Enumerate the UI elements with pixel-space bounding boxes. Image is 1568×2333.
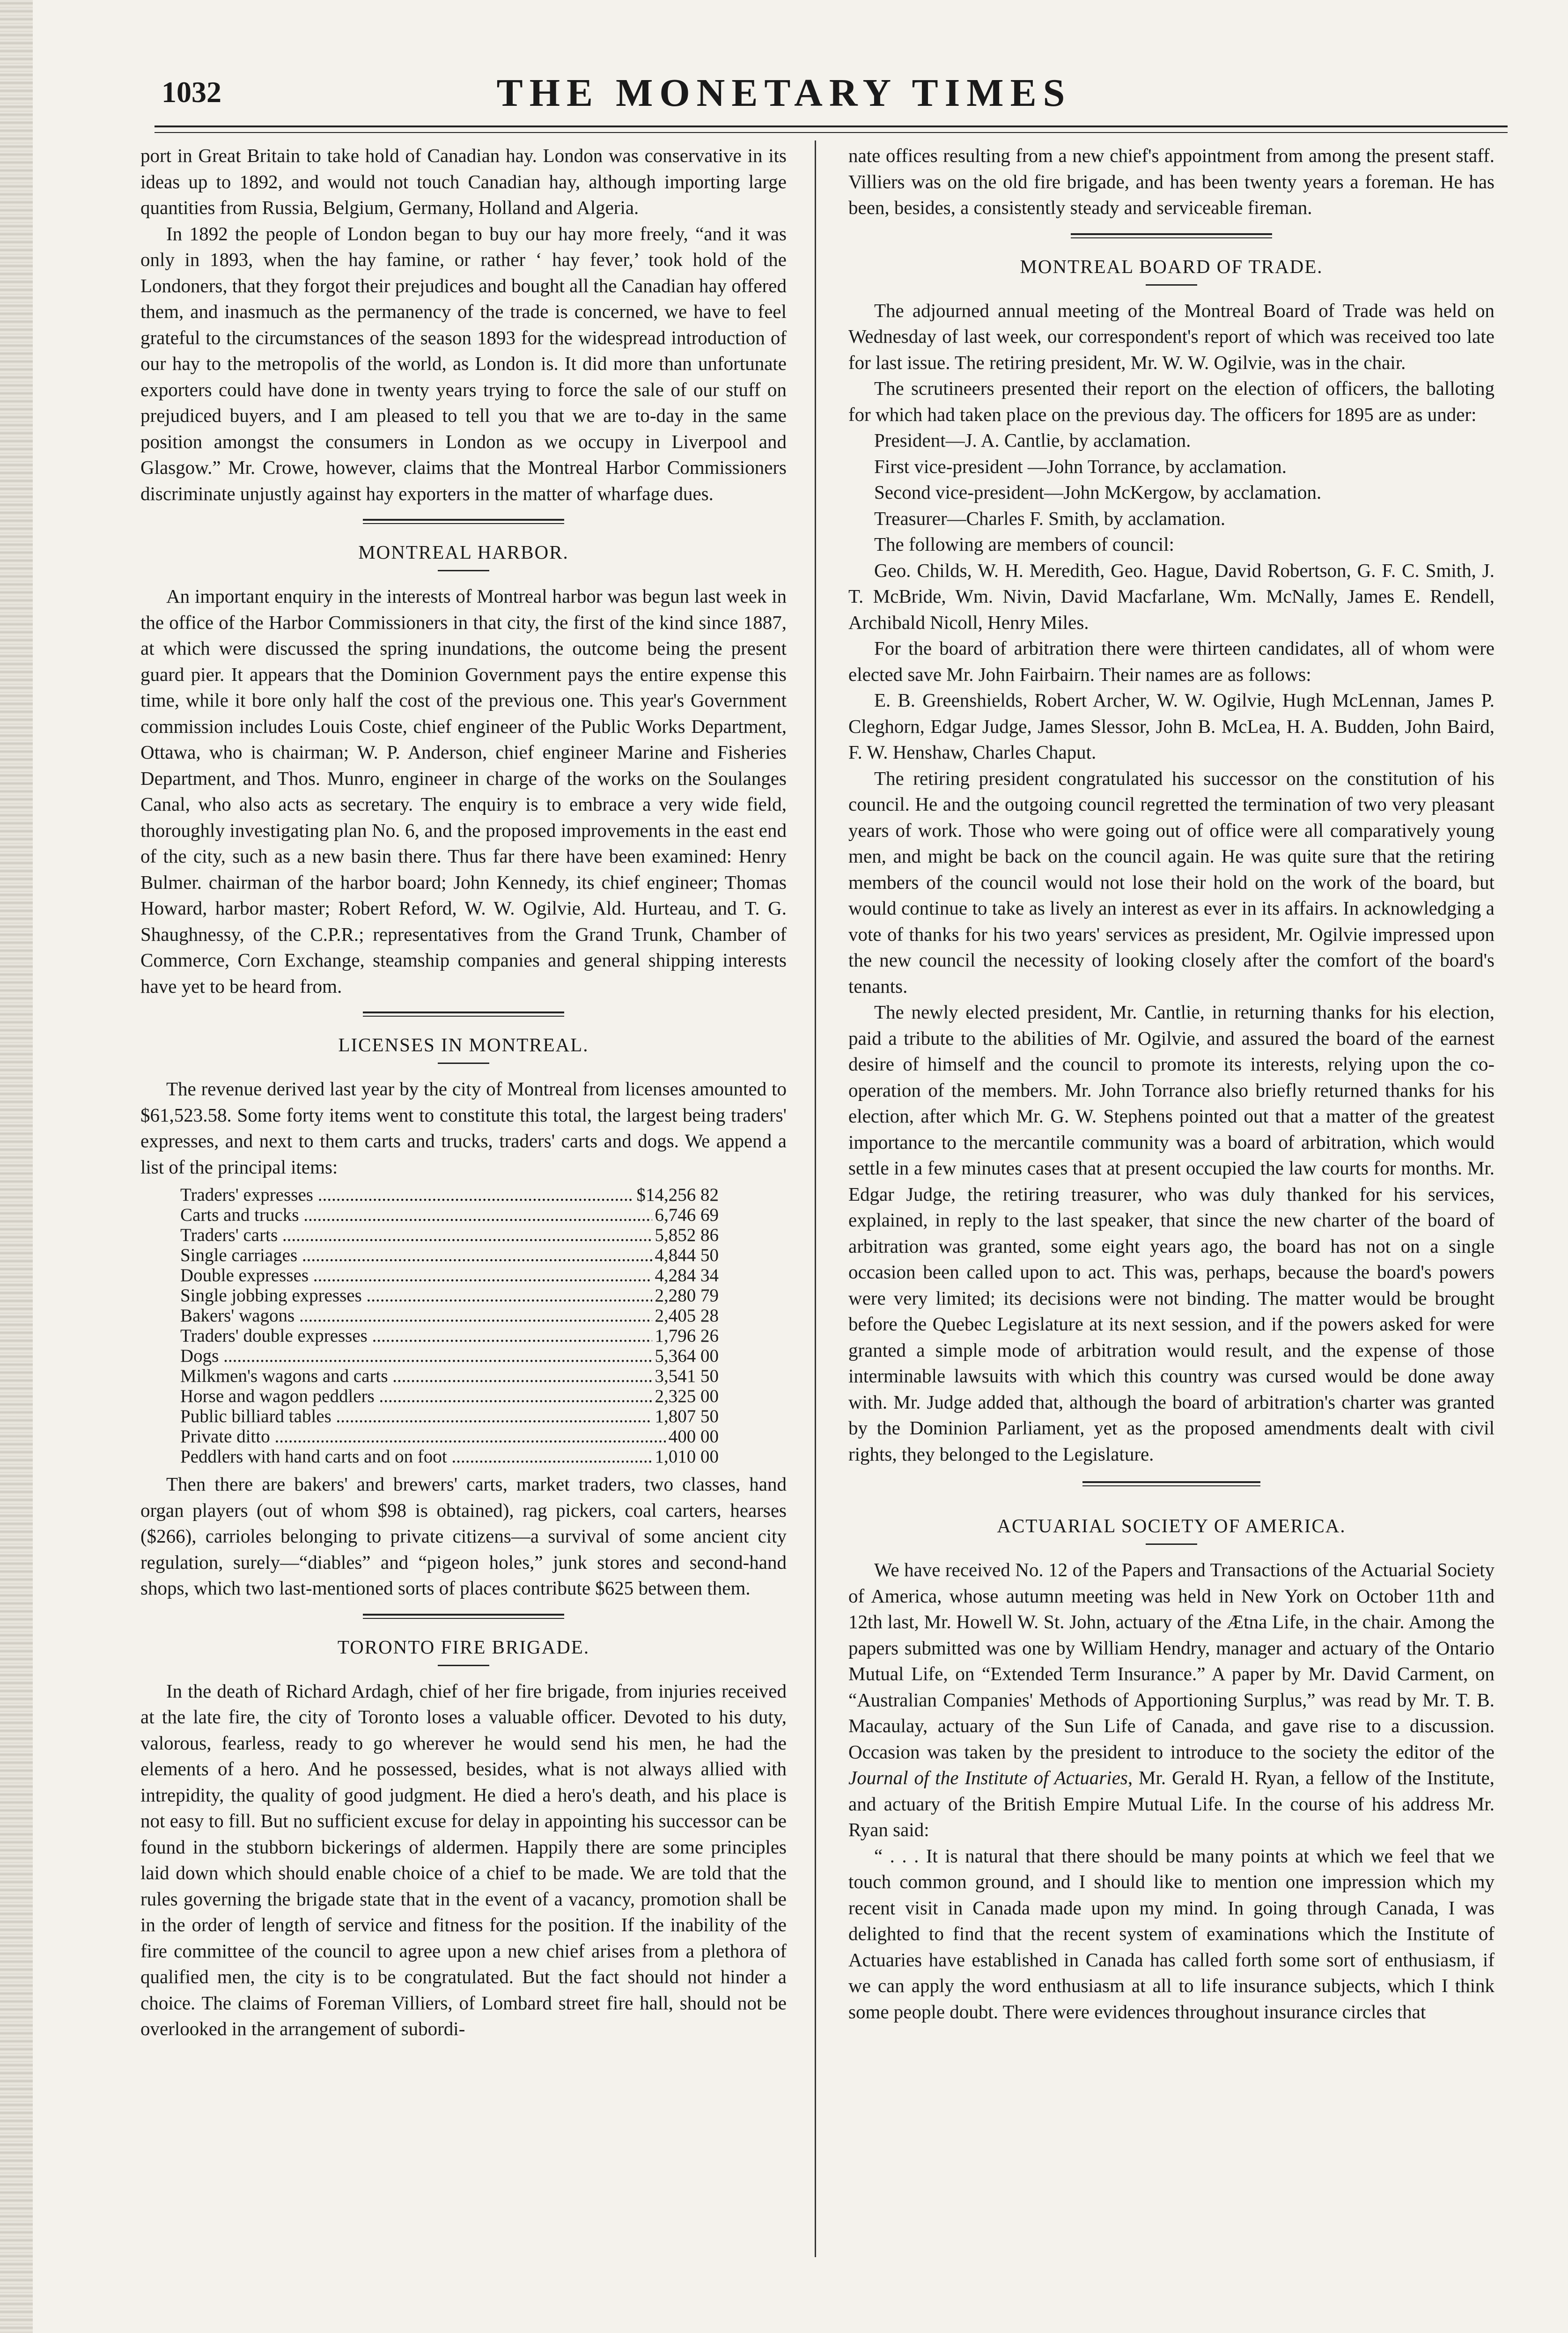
- actuarial-paragraph-1: [848, 1557, 1494, 1843]
- license-name: Traders' double expresses .....: [180, 1326, 652, 1346]
- board-paragraph-3: For the board of arbitration there were thirteen candidates, all of whom were elected save Mr. John Fairbairn. Their names are as follows:: [848, 637, 1494, 685]
- licenses-intro: The revenue derived last year by the city of Montreal from licenses amounted to $61,523.58. Some forty items went to constitute this total, the largest being traders' expresses, and next to them carts and trucks, traders' carts and dogs. We append a list of the principal items:: [140, 1078, 787, 1178]
- hay-paragraph-2: In 1892 the people of London began to buy our hay more freely, “and it was only in 1893, when the hay famine, or rather ‘ hay fever,’ took hold of the Londoners, that they forgot their prejudices and bought all the Canadian hay offered them, and inasmuch as the permanency of the trade is concerned, we have to feel grateful to the circumstances of the season 1893 for the widespread introduction of our hay to the metropolis of the world, as London is. It did more than unfortunate exporters could have done in twenty years trying to force the sale of our stuff on prejudiced buyers, and I am pleased to tell you that we are to-day in the same position amongst the consumers in London as we occupy in Liverpool and Glasgow.” Mr. Crowe, however, claims that the Montreal Harbor Commissioners discriminate unjustly against hay exporters in the matter of wharfage dues.: [140, 222, 787, 504]
- section-break: [363, 519, 564, 524]
- license-value: 4,844 50: [655, 1245, 719, 1265]
- board-paragraph-1: The adjourned annual meeting of the Montreal Board of Trade was held on Wednesday of last week, our correspondent's report of which was received too late for last issue. The retiring president, Mr. W. W. Ogilvie, was in the chair.: [848, 299, 1494, 373]
- section-title-actuarial: ACTUARIAL SOCIETY OF AMERICA.: [997, 1515, 1346, 1536]
- license-name: Public billiard tables .....: [180, 1406, 652, 1426]
- license-name: Double expresses .....: [180, 1265, 652, 1285]
- title-rule: [438, 570, 489, 571]
- officer-line: First vice-president —John Torrance, by acclamation.: [874, 455, 1287, 477]
- section-title-board: MONTREAL BOARD OF TRADE.: [1020, 255, 1323, 277]
- license-value: 1,010 00: [655, 1447, 719, 1467]
- officer-line: President—J. A. Cantlie, by acclamation.: [874, 429, 1191, 451]
- licenses-outro: Then there are bakers' and brewers' carts, market traders, two classes, hand organ players (out of whom $98 is obtained), rag pickers, coal carters, hearses ($266), carrioles belonging to private citizens—a survival of some ancient city regulation, surely—“diables” and “pigeon holes,” junk stores and second-hand shops, which two last-mentioned sorts of places contribute $625 between them.: [140, 1473, 787, 1599]
- license-value: 1,796 26: [655, 1326, 719, 1346]
- license-name: Dogs .....: [180, 1346, 652, 1366]
- license-row: [180, 1285, 719, 1306]
- officer-line: Second vice-president—John McKergow, by acclamation.: [874, 481, 1322, 503]
- license-row: [180, 1326, 719, 1346]
- license-value: $14,256 82: [636, 1185, 719, 1205]
- title-rule: [1146, 284, 1197, 286]
- license-value: 4,284 34: [655, 1265, 719, 1285]
- license-row: [180, 1426, 719, 1447]
- right-column: [848, 143, 1494, 2025]
- section-break: [363, 1614, 564, 1619]
- license-name: Single carriages .....: [180, 1245, 652, 1265]
- officer-line: Treasurer—Charles F. Smith, by acclamation.: [874, 507, 1226, 529]
- license-name: Peddlers with hand carts and on foot .....: [180, 1447, 652, 1467]
- title-rule: [1146, 1543, 1197, 1545]
- board-paragraph-2: The scrutineers presented their report on the election of officers, the balloting for which had taken place on the previous day. The officers for 1895 are as under:: [848, 377, 1494, 425]
- license-name: Private ditto .....: [180, 1426, 666, 1447]
- actuarial-text-a: We have received No. 12 of the Papers and Transactions of the Actuarial Society of America, whose autumn meeting was held in New York on October 11th and 12th last, Mr. Howell W. St. John, actuary of the Ætna Life, in the chair. Among the papers submitted was one by William Hendry, manager and actuary of the Ontario Mutual Life, on “Extended Term Insurance.” A paper by Mr. David Carment, on “Australian Companies' Methods of Apportioning Surplus,” was read by Mr. T. B. Macaulay, actuary of the Sun Life of Canada, and gave rise to a discussion. Occasion was taken by the president to introduce to the society the editor of the: [848, 1559, 1494, 1763]
- scan-edge: [0, 0, 33, 2333]
- section-break: [1082, 1481, 1260, 1486]
- license-row: [180, 1346, 719, 1366]
- license-value: 6,746 69: [655, 1205, 719, 1225]
- board-paragraph-4: The retiring president congratulated his successor on the constitution of his council. He and the outgoing council regretted the termination of two very pleasant years of work. Those who were going out of office were all comparatively young men, and might be back on the council again. He was quite sure that the retiring members of the council would not lose their hold on the work of the board, but would continue to take as lively an interest as ever in its affairs. In acknowledging a vote of thanks for his two years' services as president, Mr. Ogilvie impressed upon the new council the necessity of looking closely after the comfort of the board's tenants.: [848, 767, 1494, 997]
- license-value: 2,405 28: [655, 1306, 719, 1326]
- license-row: [180, 1245, 719, 1265]
- section-title-harbor: MONTREAL HARBOR.: [358, 541, 569, 563]
- section-break: [1071, 233, 1272, 238]
- license-value: 5,364 00: [655, 1346, 719, 1366]
- page-number: 1032: [162, 75, 221, 109]
- license-row: [180, 1265, 719, 1285]
- title-rule: [438, 1665, 489, 1666]
- actuarial-text-b: , Mr. Gerald H. Ryan, a fellow of the Institute, and actuary of the British Empire Mutual Life. In the course of his address Mr. Ryan said:: [848, 1767, 1494, 1840]
- license-name: Horse and wagon peddlers .....: [180, 1386, 652, 1406]
- section-title-toronto: TORONTO FIRE BRIGADE.: [337, 1636, 590, 1658]
- hay-paragraph-1: port in Great Britain to take hold of Canadian hay. London was conservative in its ideas up to 1892, and would not touch Canadian hay, although importing large quantities from Russia, Belgium, Germany, Holland and Algeria.: [140, 145, 787, 218]
- license-row: [180, 1447, 719, 1467]
- header-rule-thin: [155, 132, 1508, 133]
- column-divider: [815, 140, 816, 2257]
- harbor-paragraph: An important enquiry in the interests of Montreal harbor was begun last week in the office of the Harbor Commissioners in that city, the first of the kind since 1887, at which were discussed the spring inundations, the outcome being the present guard pier. It appears that the Dominion Government pays the entire expense this time, while it bore only half the cost of the previous one. This year's Government commission includes Louis Coste, chief engineer of the Public Works Department, Ottawa, who is chairman; W. P. Anderson, chief engineer Marine and Fisheries Department, and Thos. Munro, engineer in charge of the works on the Soulanges Canal, who also acts as secretary. The enquiry is to embrace a very wide field, thoroughly investigating plan No. 6, and the proposed improvements in the east end of the city, such as a new basin there. Thus far there have been examined: Henry Bulmer. chairman of the harbor board; John Kennedy, its chief engineer; Thomas Howard, harbor master; Robert Reford, W. W. Ogilvie, Ald. Hurteau, and T. G. Shaughnessy, of the C.P.R.; representatives from the Grand Trunk, Chamber of Commerce, Corn Exchange, steamship companies and general shipping interests have yet to be heard from.: [140, 585, 787, 997]
- license-value: 3,541 50: [655, 1366, 719, 1386]
- actuarial-paragraph-2: “ . . . It is natural that there should be many points at which we feel that we touch common ground, and I should like to mention one impression which my recent visit in Canada made upon my mind. In going through Canada, I was delighted to find that the recent system of examinations which the Institute of Actuaries have established in Canada has called forth some sort of enthusiasm, if we can apply the word enthusiasm at all to life insurance subjects, which I think some people doubt. There were evidences throughout insurance circles that: [848, 1845, 1494, 2023]
- council-members: Geo. Childs, W. H. Meredith, Geo. Hague, David Robertson, G. F. C. Smith, J. T. McBride, Wm. Nivin, David Macfarlane, Wm. McNally, James E. Rendell, Archibald Nicoll, Henry Miles.: [848, 559, 1494, 633]
- license-value: 400 00: [668, 1426, 719, 1447]
- license-row: [180, 1185, 719, 1205]
- left-column: [140, 143, 787, 2042]
- journal-title: Journal of the Institute of Actuaries: [848, 1767, 1128, 1788]
- license-name: Bakers' wagons .....: [180, 1306, 652, 1326]
- section-title-licenses: LICENSES IN MONTREAL.: [338, 1034, 589, 1056]
- license-row: [180, 1366, 719, 1386]
- license-name: Milkmen's wagons and carts .....: [180, 1366, 652, 1386]
- license-value: 2,325 00: [655, 1386, 719, 1406]
- license-row: [180, 1225, 719, 1245]
- license-name: Single jobbing expresses .....: [180, 1285, 652, 1306]
- officer-line: The following are members of council:: [874, 533, 1174, 555]
- title-rule: [438, 1063, 489, 1064]
- license-row: [180, 1386, 719, 1406]
- header-rule: [155, 126, 1508, 127]
- toronto-paragraph: In the death of Richard Ardagh, chief of her fire brigade, from injuries received at the late fire, the city of Toronto loses a valuable officer. Devoted to his duty, valorous, fearless, ready to go wherever he would send his men, he had the elements of a hero. And he possessed, besides, what is not always allied with intrepidity, the quality of good judgment. He died a hero's death, and his place is not easy to fill. But no sufficient excuse for delay in appointing his successor can be found in the stubborn bickerings of aldermen. Happily there are some principles laid down which should enable choice of a chief to be made. We are told that the rules governing the brigade state that in the event of a vacancy, promotion shall be in the order of length of service and fitness for the position. If the inability of the fire committee of the council to agree upon a new chief arises from a plethora of qualified men, the city is to be congratulated. But the fact should not hinder a choice. The claims of Foreman Villiers, of Lombard street fire hall, should not be overlooked in the arrangement of subordi-: [140, 1680, 787, 2039]
- license-name: Traders' expresses .....: [180, 1185, 634, 1205]
- license-row: [180, 1306, 719, 1326]
- masthead: THE MONETARY TIMES: [496, 71, 1072, 115]
- license-name: Carts and trucks .....: [180, 1205, 652, 1225]
- arbitrators: E. B. Greenshields, Robert Archer, W. W. Ogilvie, Hugh McLennan, James P. Cleghorn, Edgar Judge, James Slessor, John B. McLea, H. A. Budden, John Baird, F. W. Henshaw, Charles Chaput.: [848, 689, 1494, 763]
- section-break: [363, 1011, 564, 1017]
- license-value: 1,807 50: [655, 1406, 719, 1426]
- page-header: [0, 70, 1568, 122]
- license-row: [180, 1205, 719, 1225]
- license-value: 5,852 86: [655, 1225, 719, 1245]
- license-value: 2,280 79: [655, 1285, 719, 1306]
- toronto-continuation: nate offices resulting from a new chief's appointment from among the present staff. Villiers was on the old fire brigade, and has been twenty years a foreman. He has been, besides, a consistently steady and serviceable fireman.: [848, 145, 1494, 218]
- board-paragraph-5: The newly elected president, Mr. Cantlie, in returning thanks for his election, paid a tribute to the abilities of Mr. Ogilvie, and assured the board of the earnest desire of himself and the council to promote its interests, relying upon the co-operation of the members. Mr. John Torrance also briefly returned thanks for his election, after which Mr. G. W. Stephens pointed out that a matter of the greatest importance to the mercantile community was a board of arbitration, which would settle in a few minutes cases that at present occupied the law courts for months. Mr. Edgar Judge, the retiring treasurer, who was duly thanked for his services, explained, in reply to the last speaker, that since the new charter of the board of arbitration was granted, some eight years ago, the board has not on a single occasion been called upon to act. This was, perhaps, because the board's powers were very limited; its decisions were not binding. The matter would be brought before the Quebec Legislature at its next session, and if the powers asked for were granted a simple mode of arbitration would result, and the expense of those interminable lawsuits with which this country was cursed would be done away with. Mr. Judge added that, although the board of arbitration's charter was granted by the Dominion Parliament, yet as the proposed amendments dealt with civil rights, they belonged to the Legislature.: [848, 1001, 1494, 1465]
- license-row: [180, 1406, 719, 1426]
- license-name: Traders' carts .....: [180, 1225, 652, 1245]
- license-table: [180, 1185, 719, 1467]
